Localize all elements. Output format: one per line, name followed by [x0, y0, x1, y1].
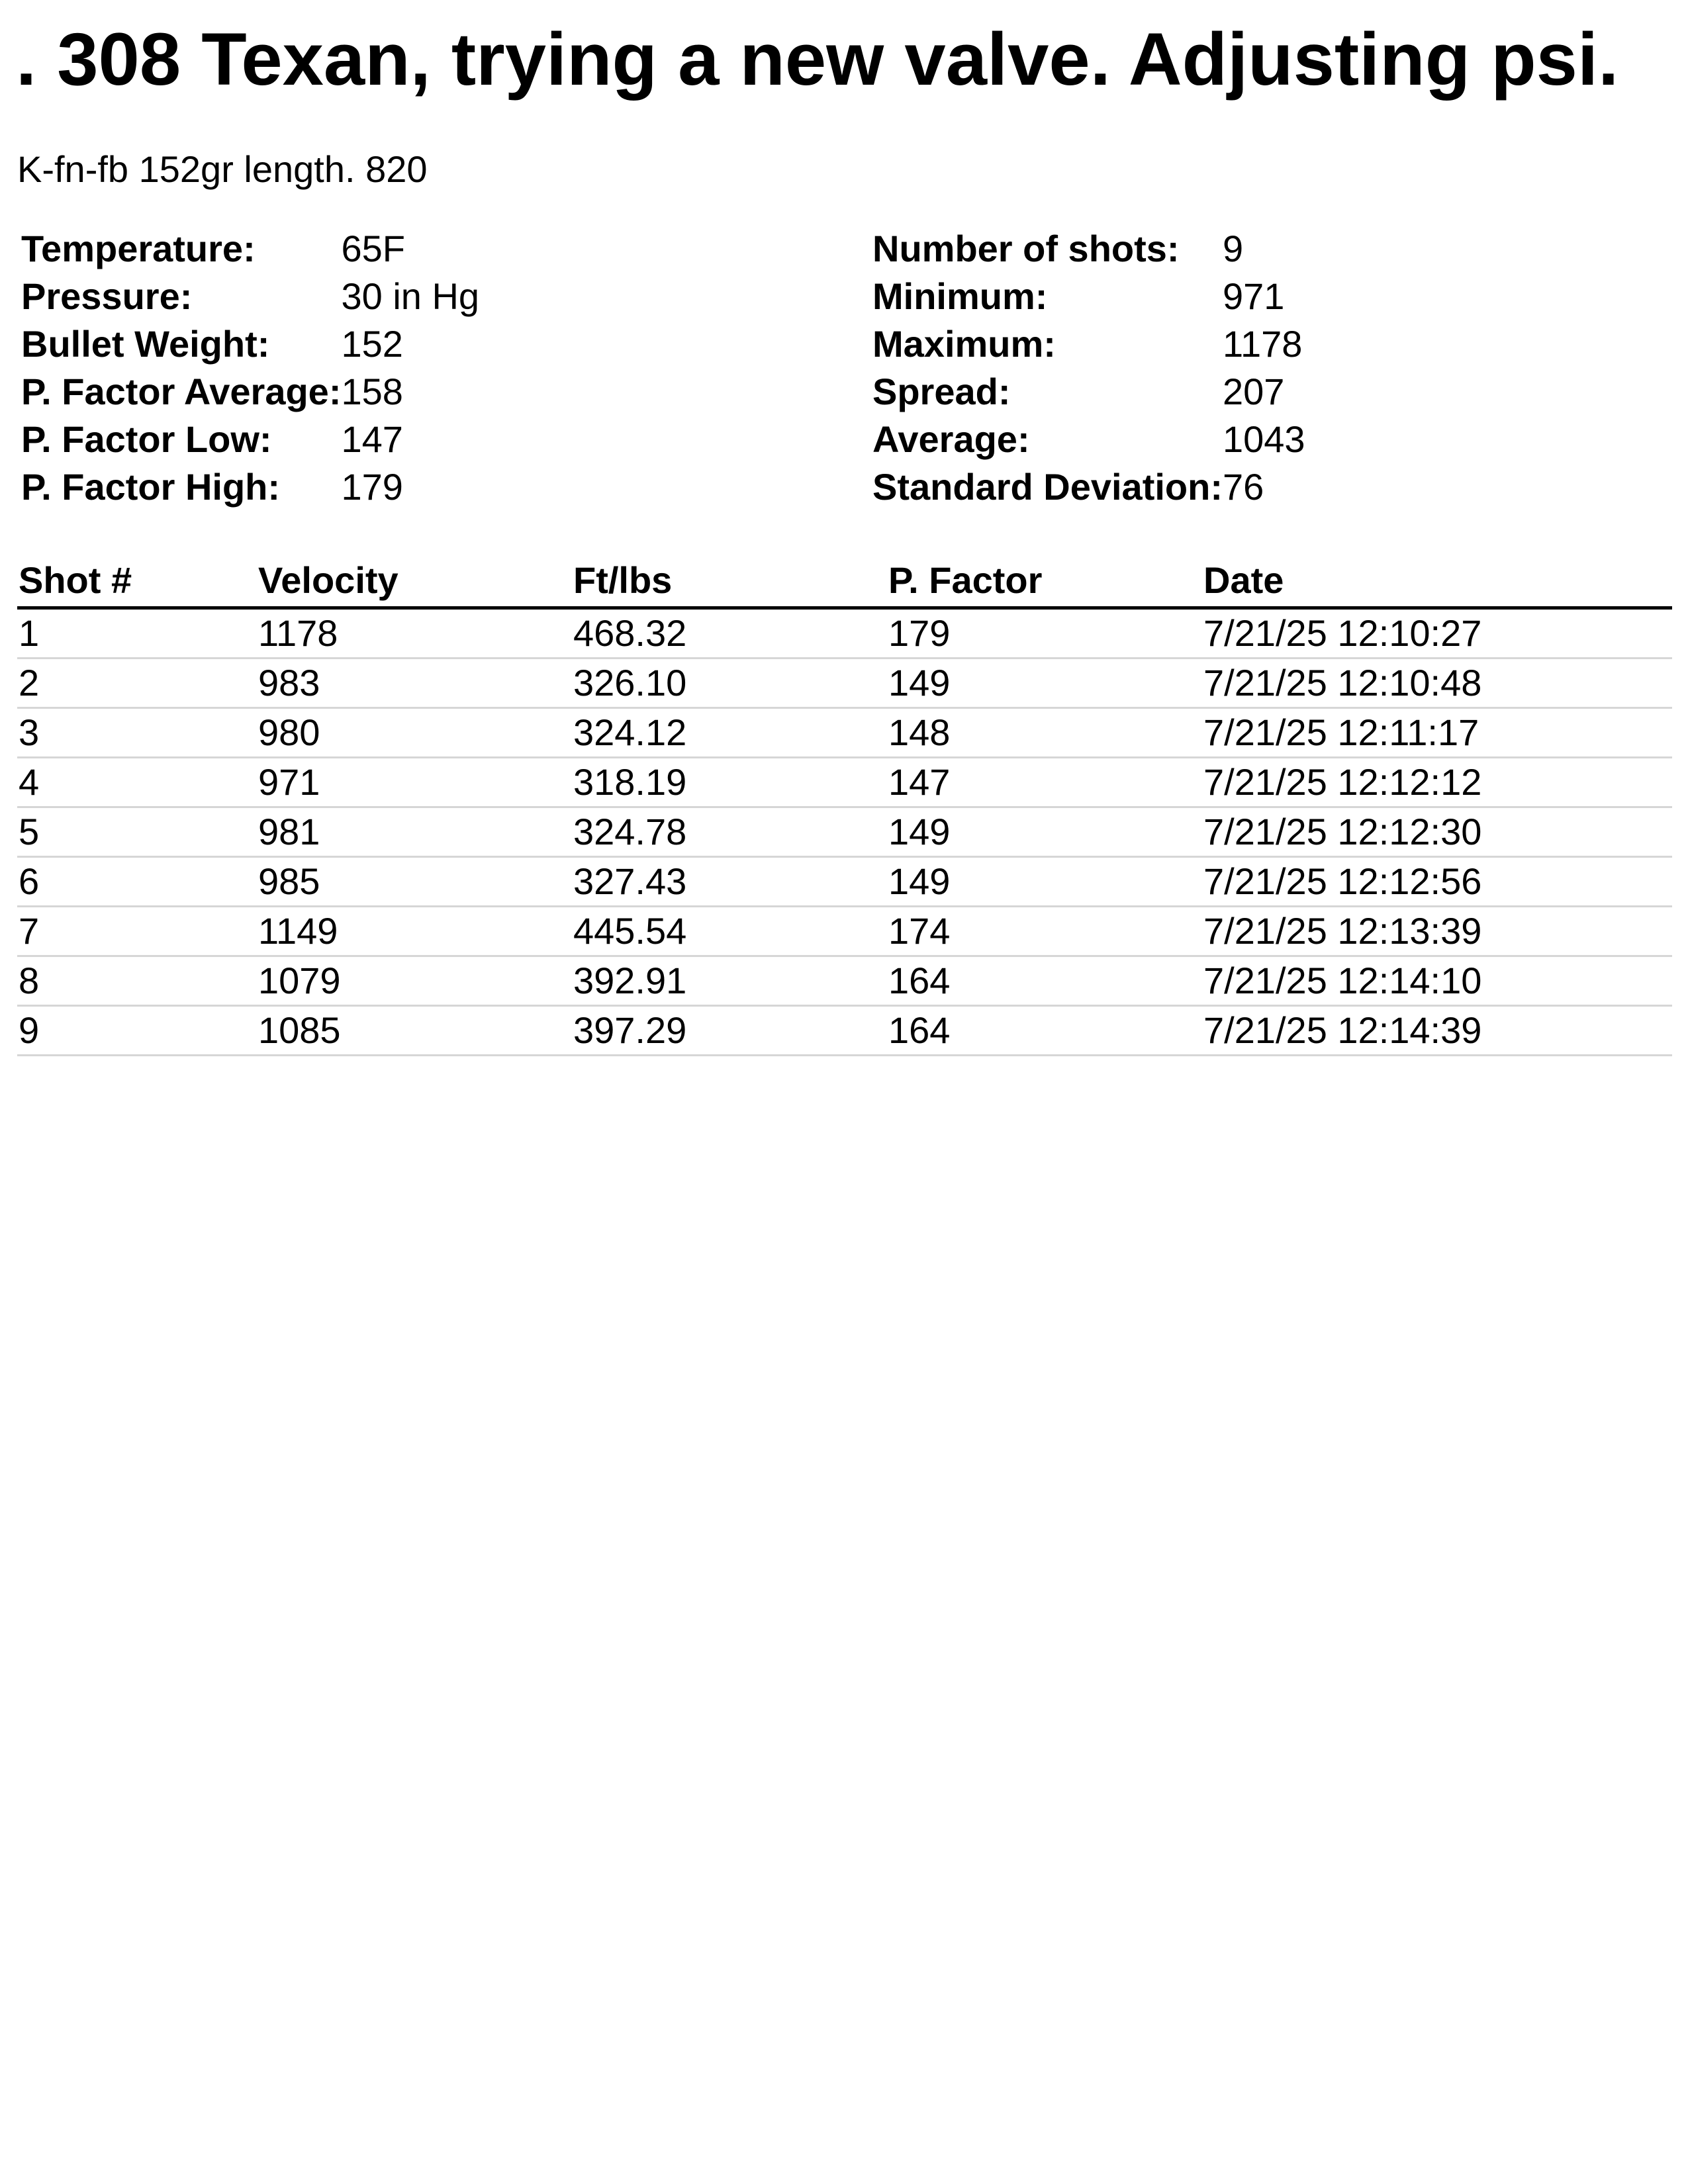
statistic-row: [872, 273, 1305, 320]
cell-shot: 6: [17, 857, 257, 907]
statistic-value: 9: [1222, 228, 1244, 269]
cell-p-factor: 179: [887, 608, 1202, 659]
condition-value: 30 in Hg: [341, 275, 480, 317]
condition-row: [21, 273, 479, 320]
cell-ft-lbs: 326.10: [572, 659, 887, 708]
condition-row: [21, 320, 479, 368]
cell-date: 7/21/25 12:11:17: [1202, 708, 1672, 758]
column-header-ft-lbs: Ft/lbs: [572, 555, 887, 608]
table-row: [17, 608, 1672, 659]
cell-ft-lbs: 327.43: [572, 857, 887, 907]
statistic-value: 1043: [1222, 418, 1305, 460]
statistic-label: Number of shots:: [872, 228, 1180, 269]
cell-velocity: 1085: [257, 1006, 572, 1056]
cell-p-factor: 147: [887, 758, 1202, 807]
cell-p-factor: 149: [887, 857, 1202, 907]
statistic-label: Spread:: [872, 371, 1011, 412]
condition-label: P. Factor High:: [21, 466, 281, 508]
cell-ft-lbs: 392.91: [572, 956, 887, 1006]
cell-date: 7/21/25 12:13:39: [1202, 907, 1672, 956]
conditions-table: [21, 225, 479, 511]
cell-ft-lbs: 445.54: [572, 907, 887, 956]
column-header-velocity: Velocity: [257, 555, 572, 608]
statistics-table: [872, 225, 1305, 511]
column-header-p-factor: P. Factor: [887, 555, 1202, 608]
cell-date: 7/21/25 12:10:27: [1202, 608, 1672, 659]
condition-value: 152: [341, 323, 403, 365]
condition-row: [21, 225, 479, 273]
condition-row: [21, 463, 479, 511]
table-row: [17, 956, 1672, 1006]
table-row: [17, 659, 1672, 708]
statistic-row: [872, 463, 1305, 511]
cell-date: 7/21/25 12:14:10: [1202, 956, 1672, 1006]
table-header-row: [17, 555, 1672, 608]
cell-shot: 5: [17, 807, 257, 857]
cell-p-factor: 174: [887, 907, 1202, 956]
condition-value: 147: [341, 418, 403, 460]
column-header-date: Date: [1202, 555, 1672, 608]
cell-shot: 2: [17, 659, 257, 708]
cell-velocity: 985: [257, 857, 572, 907]
cell-shot: 7: [17, 907, 257, 956]
statistic-value: 207: [1222, 371, 1285, 412]
cell-shot: 4: [17, 758, 257, 807]
cell-velocity: 980: [257, 708, 572, 758]
statistic-value: 971: [1222, 275, 1285, 317]
shots-table: [17, 555, 1672, 1056]
condition-label: P. Factor Average:: [21, 371, 342, 412]
cell-ft-lbs: 468.32: [572, 608, 887, 659]
load-description: K-fn-fb 152gr length. 820: [17, 148, 428, 190]
cell-p-factor: 164: [887, 1006, 1202, 1056]
cell-shot: 1: [17, 608, 257, 659]
table-row: [17, 1006, 1672, 1056]
cell-date: 7/21/25 12:14:39: [1202, 1006, 1672, 1056]
table-row: [17, 907, 1672, 956]
column-header-shot: Shot #: [17, 555, 257, 608]
condition-label: Bullet Weight:: [21, 323, 270, 365]
condition-value: 179: [341, 466, 403, 508]
cell-velocity: 971: [257, 758, 572, 807]
cell-date: 7/21/25 12:10:48: [1202, 659, 1672, 708]
statistic-row: [872, 225, 1305, 273]
statistic-row: [872, 368, 1305, 416]
cell-p-factor: 149: [887, 659, 1202, 708]
cell-velocity: 1178: [257, 608, 572, 659]
cell-velocity: 1079: [257, 956, 572, 1006]
cell-ft-lbs: 318.19: [572, 758, 887, 807]
condition-value: 65F: [341, 228, 405, 269]
cell-velocity: 1149: [257, 907, 572, 956]
condition-value: 158: [341, 371, 403, 412]
table-row: [17, 708, 1672, 758]
condition-label: Temperature:: [21, 228, 256, 269]
statistic-label: Minimum:: [872, 275, 1048, 317]
statistic-row: [872, 416, 1305, 463]
condition-label: Pressure:: [21, 275, 193, 317]
table-row: [17, 807, 1672, 857]
cell-shot: 9: [17, 1006, 257, 1056]
condition-row: [21, 416, 479, 463]
cell-date: 7/21/25 12:12:56: [1202, 857, 1672, 907]
statistic-row: [872, 320, 1305, 368]
cell-p-factor: 164: [887, 956, 1202, 1006]
cell-velocity: 983: [257, 659, 572, 708]
page-title: . 308 Texan, trying a new valve. Adjusting psi.: [16, 18, 1619, 101]
statistic-value: 76: [1222, 466, 1264, 508]
cell-date: 7/21/25 12:12:30: [1202, 807, 1672, 857]
cell-velocity: 981: [257, 807, 572, 857]
cell-ft-lbs: 397.29: [572, 1006, 887, 1056]
statistic-value: 1178: [1222, 323, 1303, 365]
condition-row: [21, 368, 479, 416]
cell-ft-lbs: 324.12: [572, 708, 887, 758]
statistic-label: Standard Deviation:: [872, 466, 1223, 508]
cell-p-factor: 149: [887, 807, 1202, 857]
table-row: [17, 857, 1672, 907]
cell-ft-lbs: 324.78: [572, 807, 887, 857]
cell-shot: 3: [17, 708, 257, 758]
cell-shot: 8: [17, 956, 257, 1006]
statistic-label: Maximum:: [872, 323, 1056, 365]
statistic-label: Average:: [872, 418, 1030, 460]
condition-label: P. Factor Low:: [21, 418, 272, 460]
cell-date: 7/21/25 12:12:12: [1202, 758, 1672, 807]
table-row: [17, 758, 1672, 807]
cell-p-factor: 148: [887, 708, 1202, 758]
